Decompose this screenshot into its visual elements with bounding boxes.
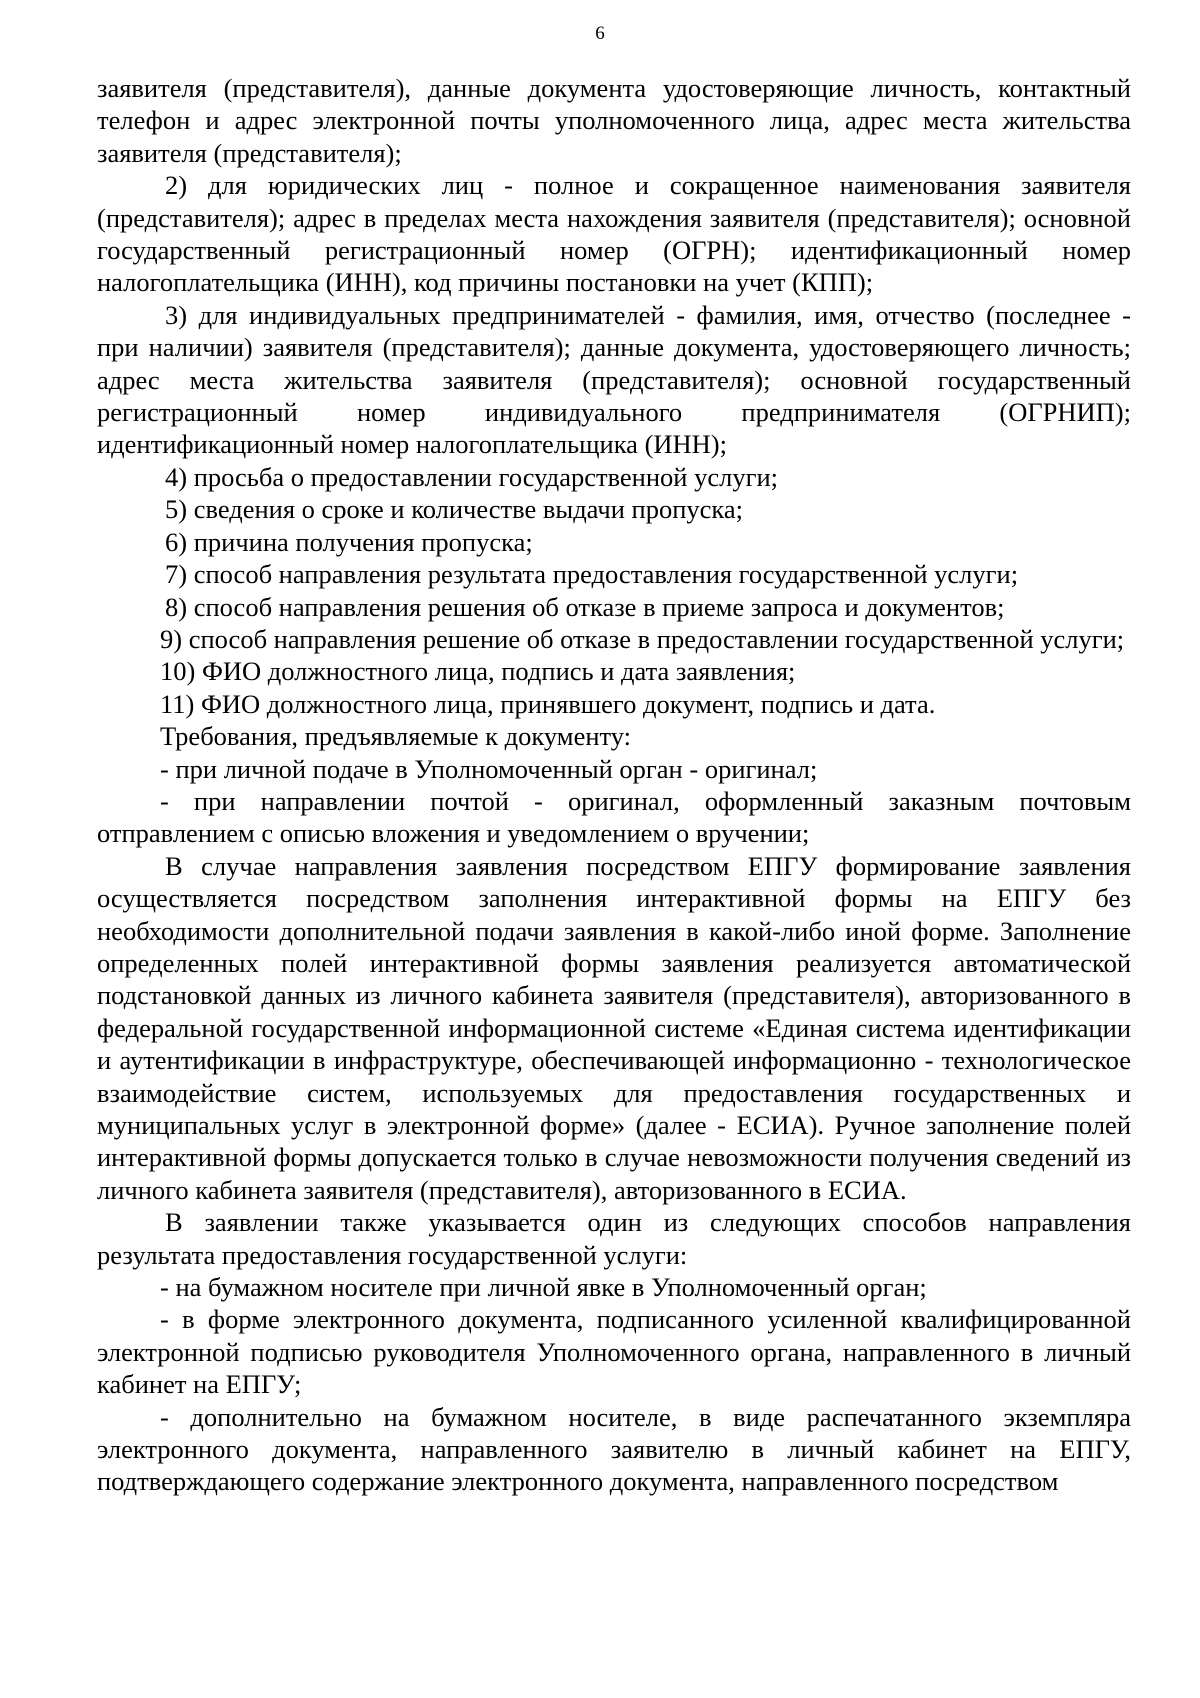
list-item-3: 3) для индивидуальных предпринимателей - фамилия, имя, отчество (последнее - при наличии) заявителя (представителя); данные документа, удостоверяющего личность; адрес места жительства заявителя (представителя); основной государственный регистрационный номер индивидуального предпринимателя (ОГРНИП); идентификационный номер налогоплательщика (ИНН); (97, 299, 1131, 460)
paragraph-epgu: В случае направления заявления посредством ЕПГУ формирование заявления осуществляется посредством заполнения интерактивной формы на ЕПГУ без необходимости дополнительной подачи заявления в какой-либо иной форме. Заполнение определенных полей интерактивной формы заявления реализуется автоматической подстановкой данных из личного кабинета заявителя (представителя), авторизованного в федеральной государственной информационной системе «Единая система идентификации и аутентификации в инфраструктуре, обеспечивающей информационно - технологическое взаимодействие систем, используемых для предоставления государственных и муниципальных услуг в электронной форме» (далее - ЕСИА). Ручное заполнение полей интерактивной формы допускается только в случае невозможности получения сведений из личного кабинета заявителя (представителя), авторизованного в ЕСИА. (97, 850, 1131, 1205)
document-body (97, 72, 1131, 1498)
page-number: 6 (595, 23, 605, 44)
list-item-9: 9) способ направления решение об отказе в предоставлении государственной услуги; (160, 623, 1125, 654)
paragraph-result-methods: В заявлении также указывается один из следующих способов направления результата предоставления государственной услуги: (97, 1207, 1131, 1270)
list-item-6: 6) причина получения пропуска; (165, 526, 533, 557)
result-method-item: - дополнительно на бумажном носителе, в виде распечатанного экземпляра электронного документа, направленного заявителю в личный кабинет на ЕПГУ, подтверждающего содержание электронного документа, направленного посредством (97, 1401, 1131, 1497)
paragraph: заявителя (представителя), данные документа удостоверяющие личность, контактный телефон и адрес электронной почты уполномоченного лица, адрес места жительства заявителя (представителя); (97, 73, 1131, 168)
requirement-item: - при личной подаче в Уполномоченный орган - оригинал; (160, 753, 818, 784)
result-method-item: - на бумажном носителе при личной явке в Уполномоченный орган; (160, 1272, 927, 1303)
list-item-4: 4) просьба о предоставлении государственной услуги; (165, 461, 779, 492)
requirements-heading: Требования, предъявляемые к документу: (160, 721, 632, 752)
list-item-8: 8) способ направления решения об отказе в приеме запроса и документов; (165, 591, 1005, 622)
requirement-item: - при направлении почтой - оригинал, оформленный заказным почтовым отправлением с описью вложения и уведомлением о вручении; (97, 785, 1131, 849)
list-item-2: 2) для юридических лиц - полное и сокращенное наименования заявителя (представителя); адрес в пределах места нахождения заявителя (представителя); основной государственный регистрационный номер (ОГРН); идентификационный номер налогоплательщика (ИНН), код причины постановки на учет (КПП); (97, 170, 1131, 298)
list-item-10: 10) ФИО должностного лица, подпись и дата заявления; (160, 656, 796, 687)
list-item-5: 5) сведения о сроке и количестве выдачи пропуска; (165, 494, 743, 525)
list-item-7: 7) способ направления результата предоставления государственной услуги; (165, 559, 1019, 590)
list-item-11: 11) ФИО должностного лица, принявшего документ, подпись и дата. (160, 688, 936, 719)
result-method-item: - в форме электронного документа, подписанного усиленной квалифицированной электронной подписью руководителя Уполномоченного органа, направленного в личный кабинет на ЕПГУ; (97, 1304, 1131, 1400)
